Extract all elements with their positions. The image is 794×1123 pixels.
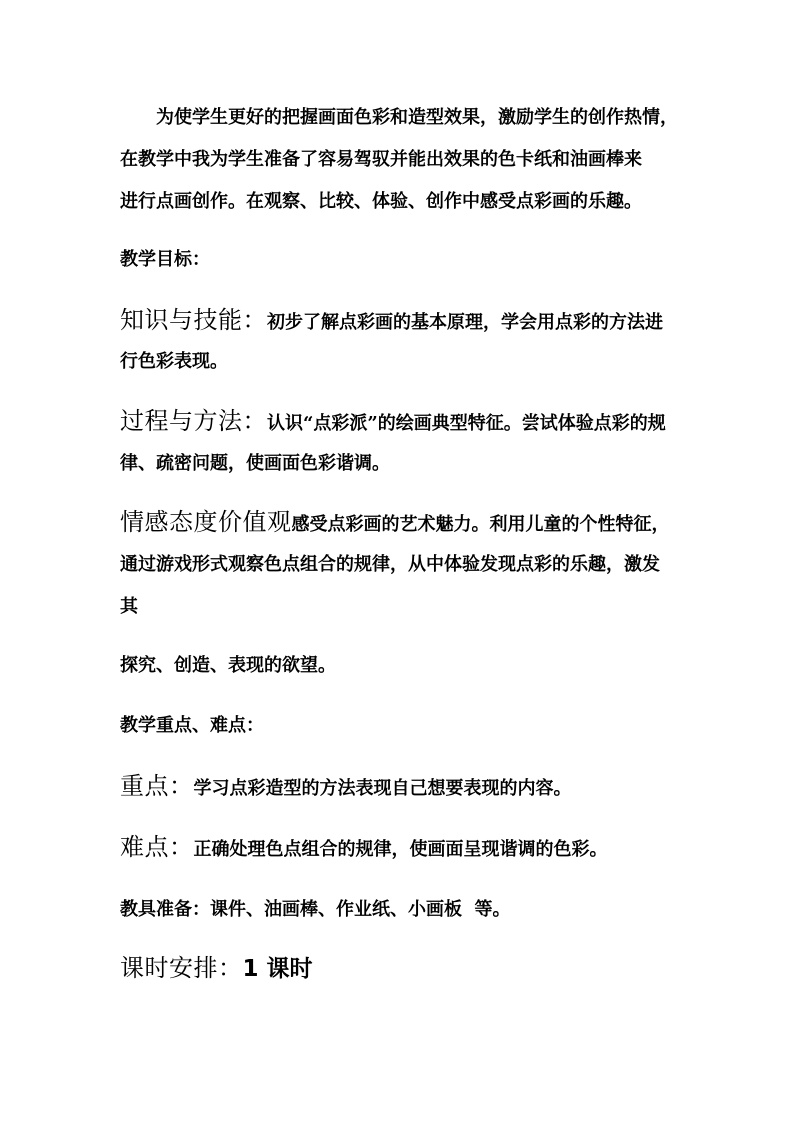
process-paragraph-line-1 [120, 409, 720, 436]
knowledge-label: 知识与技能： [120, 306, 267, 334]
difficulty-text: 正确处理色点组合的规律，使画面呈现谐调的色彩。 [193, 839, 608, 860]
emotion-text-3: 其 [120, 596, 138, 617]
difficulty-line [120, 835, 720, 862]
process-text-1: 认识“点彩派”的绘画典型特征。尝试体验点彩的规 [267, 413, 666, 434]
process-text-2: 律、疏密问题，使画面色彩谐调。 [120, 453, 390, 474]
key-point-line [120, 774, 720, 801]
emotion-text-2: 通过游戏形式观察色点组合的规律，从中体验发现点彩的乐趣，激发 [120, 554, 660, 575]
knowledge-text-2: 行色彩表现。 [120, 351, 228, 372]
key-point-text: 学习点彩造型的方法表现自己想要表现的内容。 [193, 778, 572, 799]
tools-label: 教具准备： [120, 899, 210, 920]
objectives-heading: 教学目标： [120, 249, 210, 270]
intro-line-3: 进行点画创作。在观察、比较、体验、创作中感受点彩画的乐趣。 [120, 191, 642, 212]
intro-line-2: 在教学中我为学生准备了容易驾驭并能出效果的色卡纸和油画棒来 [120, 149, 642, 170]
key-point-label: 重点： [120, 772, 194, 800]
emotion-label: 情感态度价值观 [120, 508, 292, 536]
process-label: 过程与方法： [120, 407, 267, 435]
emotion-paragraph-line-1 [120, 510, 720, 537]
schedule-line [120, 956, 720, 983]
knowledge-text-1: 初步了解点彩画的基本原理，学会用点彩的方法进 [267, 312, 663, 333]
emotion-text-4: 探究、创造、表现的欲望。 [120, 655, 336, 676]
schedule-label: 课时安排： [120, 954, 243, 982]
knowledge-paragraph-line-1 [120, 308, 720, 335]
tools-line [120, 898, 720, 922]
tools-text: 课件、油画棒、作业纸、小画板 等。 [210, 899, 511, 920]
intro-line-1: 为使学生更好的把握画面色彩和造型效果，激励学生的创作热情， [156, 107, 678, 128]
emotion-text-1: 感受点彩画的艺术魅力。利用儿童的个性特征， [291, 514, 670, 535]
schedule-text: 1 课时 [242, 956, 313, 982]
focus-heading: 教学重点、难点： [120, 715, 264, 736]
difficulty-label: 难点： [120, 833, 194, 861]
